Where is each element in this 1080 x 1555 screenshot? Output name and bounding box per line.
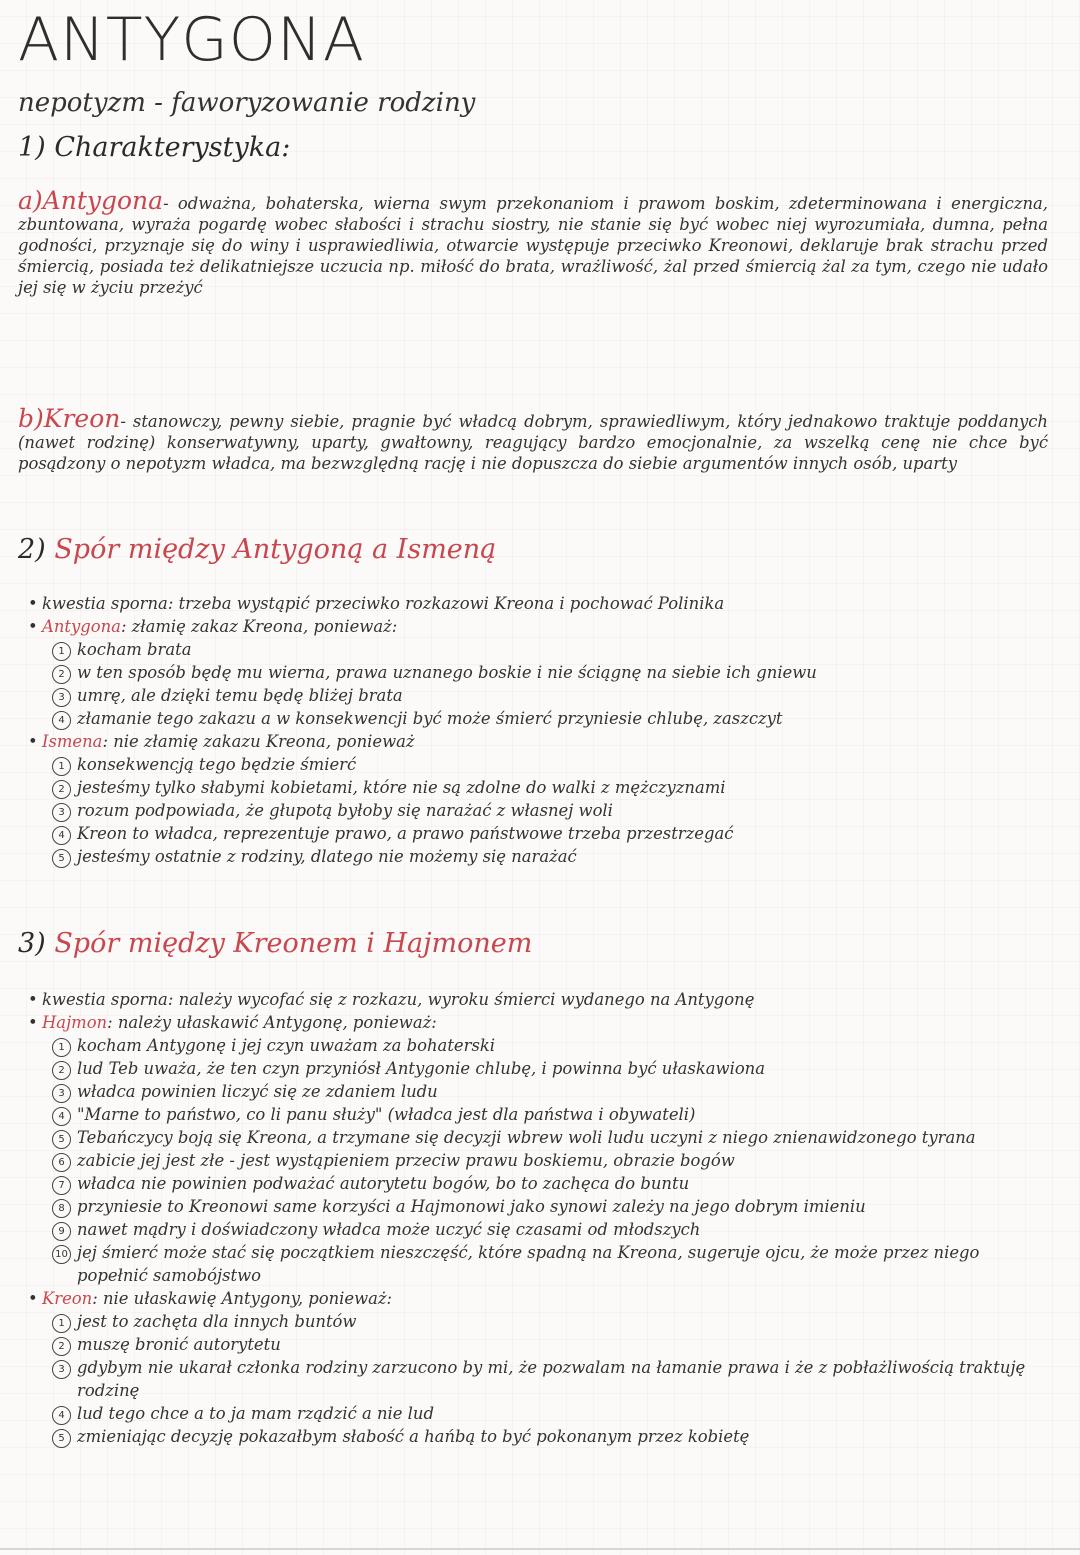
list-item: 4 "Marne to państwo, co li panu służy" (władca jest dla państwa i obywateli) (28, 1103, 1058, 1126)
hajmon-position: • Hajmon: należy ułaskawić Antygonę, ponieważ: (28, 1013, 437, 1032)
list-item: 2 w ten sposób będę mu wierna, prawa uznanego boskie i nie ściągnę na siebie ich gniewu (28, 661, 1058, 684)
hajmon-position-text: : należy ułaskawić Antygonę, ponieważ: (107, 1013, 437, 1032)
list-item: 2 lud Teb uważa, że ten czyn przyniósł Antygonie chlubę, i powinna być ułaskawiona (28, 1057, 1058, 1080)
kwestia-label: kwestia sporna: (42, 594, 174, 613)
section1-title: Charakterystyka: (54, 132, 291, 163)
kwestia-text: trzeba wystąpić przeciwko rozkazowi Kreona i pochować Polinika (178, 594, 725, 613)
section2-kwestia: • kwestia sporna: trzeba wystąpić przeciwko rozkazowi Kreona i pochować Polinika (28, 594, 725, 613)
ismena-position-label: Ismena (42, 732, 103, 751)
list-item: 4 lud tego chce a to ja mam rządzić a nie lud (28, 1402, 1058, 1425)
section3-title: Spór między Kreonem i Hajmonem (54, 928, 533, 959)
kreon-position: • Kreon: nie ułaskawię Antygony, ponieważ: (28, 1289, 393, 1308)
kreon-position-label: Kreon (42, 1289, 93, 1308)
hajmon-position-label: Hajmon (42, 1013, 108, 1032)
section2-heading (18, 534, 496, 565)
list-item: 6 zabicie jej jest złe - jest wystąpieniem przeciw prawu boskiemu, obrazie bogów (28, 1149, 1058, 1172)
list-item: 5 zmieniając decyzję pokazałbym słabość a hańbą to być pokonanym przez kobietę (28, 1425, 1058, 1448)
section2-title: Spór między Antygoną a Ismeną (54, 534, 497, 565)
antygona-position-text: : złamię zakaz Kreona, ponieważ: (120, 617, 398, 636)
list-item: 4 złamanie tego zakazu a w konsekwencji być może śmierć przyniesie chlubę, zaszczyt (28, 707, 1058, 730)
nepotism-definition: nepotyzm - faworyzowanie rodziny (18, 88, 476, 118)
list-item: 5 jesteśmy ostatnie z rodziny, dlatego nie możemy się narażać (28, 845, 1058, 868)
section1-heading (18, 132, 290, 163)
kreon-description: - stanowczy, pewny siebie, pragnie być władcą dobrym, sprawiedliwym, który jednakowo traktuje poddanych (nawet rodzinę) konserwatywny, uparty, gwałtowny, reagujący bardzo emocjonalnie, za wszelką cenę nie chce być posądzony o nepotyzm władca, ma bezwzględną rację i nie dopuszcza do siebie argumentów innych osób, uparty (18, 412, 1048, 473)
kreon-position-text: : nie ułaskawię Antygony, ponieważ: (92, 1289, 393, 1308)
section2-list (28, 592, 1058, 868)
section1-number: 1) (18, 132, 46, 163)
page-bottom-edge (0, 1548, 1080, 1550)
list-item: 1 kocham Antygonę i jej czyn uważam za bohaterski (28, 1034, 1058, 1057)
list-item: 5 Tebańczycy boją się Kreona, a trzymane się decyzji wbrew woli ludu uczyni z niego znienawidzonego tyrana (28, 1126, 1058, 1149)
antygona-characteristic (18, 186, 1048, 298)
list-item: 8 przyniesie to Kreonowi same korzyści a Hajmonowi jako synowi zależy na jego dobrym imieniu (28, 1195, 1058, 1218)
list-item: 1 konsekwencją tego będzie śmierć (28, 753, 1058, 776)
list-item: 2 muszę bronić autorytetu (28, 1333, 1058, 1356)
list-item: 4 Kreon to władca, reprezentuje prawo, a prawo państwowe trzeba przestrzegać (28, 822, 1058, 845)
kreon-label-b: b) (18, 404, 44, 433)
section3-kwestia: • kwestia sporna: należy wycofać się z rozkazu, wyroku śmierci wydanego na Antygonę (28, 990, 755, 1009)
antygona-position: • Antygona: złamię zakaz Kreona, ponieważ: (28, 617, 398, 636)
antygona-position-label: Antygona (42, 617, 121, 636)
list-item: 2 jesteśmy tylko słabymi kobietami, które nie są zdolne do walki z mężczyznami (28, 776, 1058, 799)
section3-list (28, 988, 1058, 1448)
list-item: 3 umrę, ale dzięki temu będę bliżej brata (28, 684, 1058, 707)
list-item: 10 jej śmierć może stać się początkiem nieszczęść, które spadną na Kreona, sugeruje ojcu, że może przez niego popełnić samobójstwo (28, 1241, 1058, 1287)
kreon-characteristic (18, 404, 1048, 474)
list-item: 9 nawet mądry i doświadczony władca może uczyć się czasami od młodszych (28, 1218, 1058, 1241)
section3-number: 3) (18, 928, 46, 959)
antygona-label-a: a) (18, 186, 43, 215)
ismena-position: • Ismena: nie złamię zakazu Kreona, ponieważ (28, 732, 415, 751)
list-item: 1 kocham brata (28, 638, 1058, 661)
kwestia-label: kwestia sporna: (42, 990, 174, 1009)
section3-heading (18, 928, 532, 959)
antygona-name: Antygona (42, 186, 164, 215)
antygona-description: - odważna, bohaterska, wierna swym przekonaniom i prawom boskim, zdeterminowana i energiczna, zbuntowana, wyraża pogardę wobec słabości i strachu siostry, nie stanie się być wobec niej wyrozumiała, dumna, pełna godności, przyznaje się do winy i usprawiedliwia, otwarcie występuje przeciwko Kreonowi, deklaruje brak strachu przed śmiercią, posiada też delikatniejsze uczucia np. miłość do brata, wrażliwość, żal przed śmiercią żal za tym, czego nie udało jej się w życiu przeżyć (18, 194, 1048, 297)
list-item: 7 władca nie powinien podważać autorytetu bogów, bo to zachęca do buntu (28, 1172, 1058, 1195)
kreon-name: Kreon (43, 404, 121, 433)
list-item: 1 jest to zachęta dla innych buntów (28, 1310, 1058, 1333)
page-title: ANTYGONA (18, 5, 365, 75)
list-item: 3 gdybym nie ukarał członka rodziny zarzucono by mi, że pozwalam na łamanie prawa i że z pobłażliwością traktuję rodzinę (28, 1356, 1058, 1402)
list-item: 3 władca powinien liczyć się ze zdaniem ludu (28, 1080, 1058, 1103)
ismena-position-text: : nie złamię zakazu Kreona, ponieważ (102, 732, 415, 751)
list-item: 3 rozum podpowiada, że głupotą byłoby się narażać z własnej woli (28, 799, 1058, 822)
section2-number: 2) (18, 534, 46, 565)
kwestia-text: należy wycofać się z rozkazu, wyroku śmierci wydanego na Antygonę (178, 990, 755, 1009)
